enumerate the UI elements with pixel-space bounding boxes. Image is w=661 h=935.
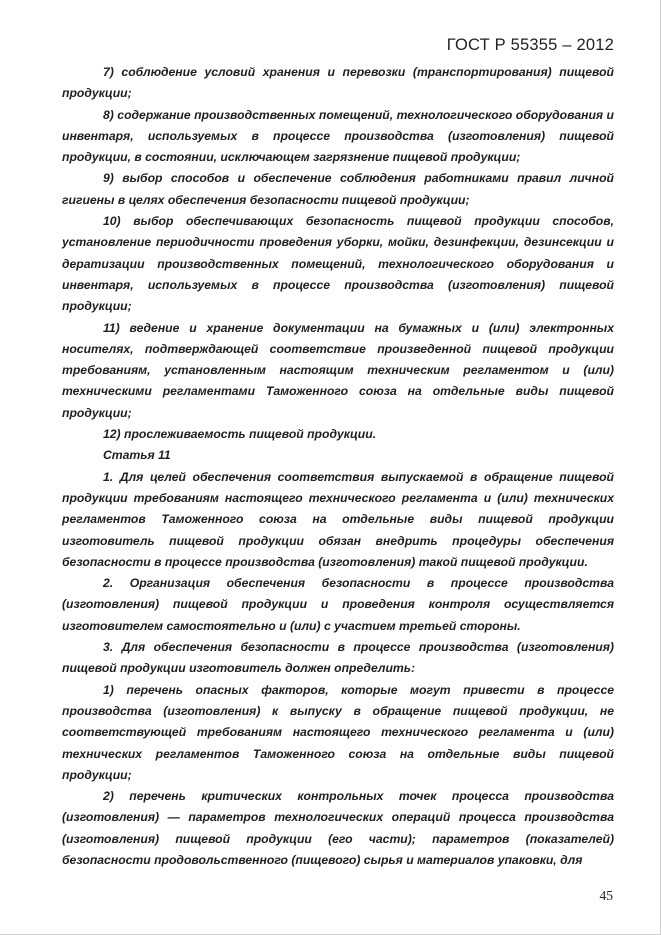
clause-2: 2. Организация обеспечения безопасности в процессе производства (изготовления) пищевой продукции и проведения контроля осуществляется изготовителем самостоятельно и (или) с участием третьей стороны. — [62, 576, 614, 633]
clause-3: 3. Для обеспечения безопасности в процессе производства (изготовления) пищевой продукции изготовитель должен определить: — [62, 640, 614, 676]
clause-3-item-1: 1) перечень опасных факторов, которые могут привести в процессе производства (изготовления) к выпуску в обращение пищевой продукции, не соответствующей требованиям настоящего технического регламента и (или) технических регламентов Таможенного союза на отдельные виды пищевой продукции; — [62, 682, 614, 782]
paragraph-item-8: 8) содержание производственных помещений, технологического оборудования и инвентаря, используемых в процессе производства (изготовления) пищевой продукции, в состоянии, исключающем загрязнение пищевой продукции; — [62, 107, 614, 165]
paragraph-item-9: 9) выбор способов и обеспечение соблюдения работниками правил личной гигиены в целях обеспечения безопасности пищевой продукции; — [62, 171, 614, 207]
paragraph-item-12: 12) прослеживаемость пищевой продукции. — [103, 427, 377, 442]
paragraph-item-7: 7) соблюдение условий хранения и перевозки (транспортирования) пищевой продукции; — [62, 65, 614, 101]
clause-1: 1. Для целей обеспечения соответствия выпускаемой в обращение пищевой продукции требованиям настоящего технического регламента и (или) технических регламентов Таможенного союза на отдельные виды пищевой продукции изготовитель пищевой продукции обязан внедрить процедуры обеспечения безопасности в процессе производства (изготовления) такой пищевой продукции. — [62, 469, 614, 569]
document-body — [62, 62, 614, 871]
paragraph-item-11: 11) ведение и хранение документации на бумажных и (или) электронных носителях, подтверждающей соответствие произведенной пищевой продукции требованиям, установленным настоящим техническим регламентом и (или) техническими регламентами Таможенного союза на отдельные виды пищевой продукции; — [62, 320, 614, 420]
document-header: ГОСТ Р 55355 – 2012 — [446, 36, 614, 54]
page-number: 45 — [599, 888, 613, 903]
clause-3-item-2: 2) перечень критических контрольных точек процесса производства (изготовления) — параметров технологических операций процесса производства (изготовления) пищевой продукции (его части); параметров (показателей) безопасности продовольственного (пищевого) сырья и материалов упаковки, для — [62, 789, 614, 867]
paragraph-item-10: 10) выбор обеспечивающих безопасность пищевой продукции способов, установление периодичности проведения уборки, мойки, дезинфекции, дезинсекции и дератизации производственных помещений, технологического оборудования и инвентаря, используемых в процессе производства (изготовления) пищевой продукции; — [62, 214, 614, 314]
article-heading: Статья 11 — [103, 448, 171, 463]
